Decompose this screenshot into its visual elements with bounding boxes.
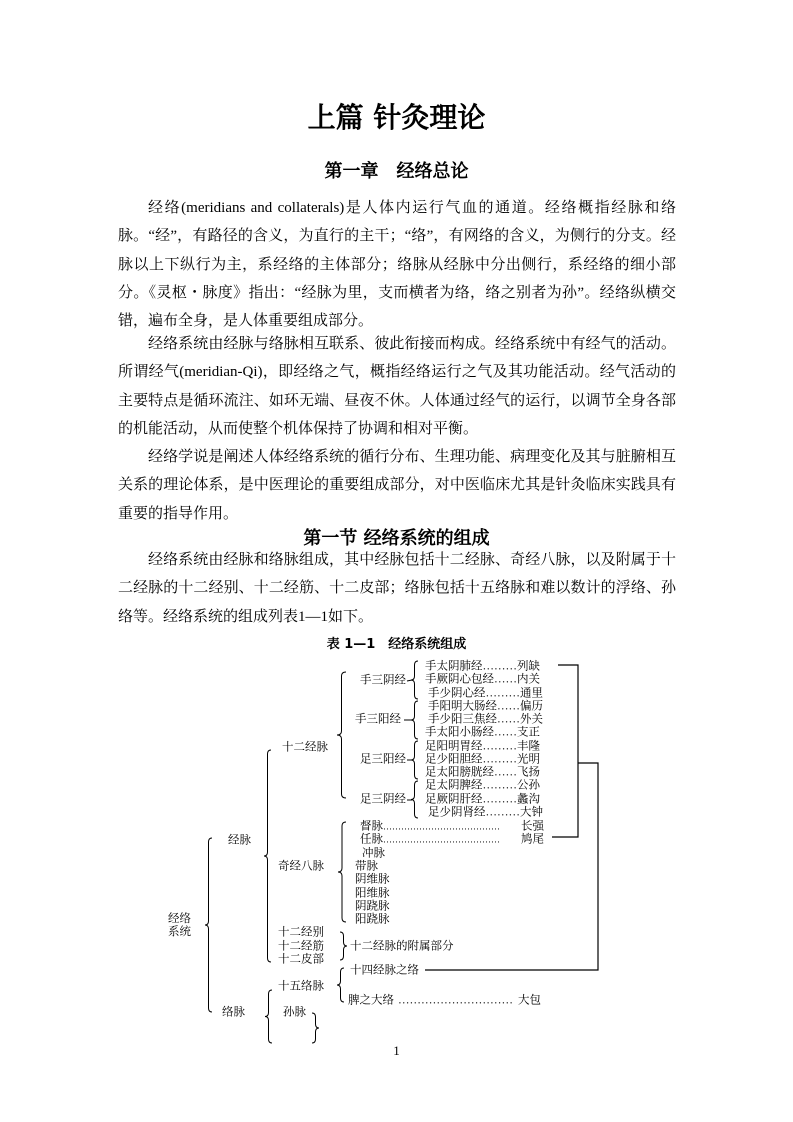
brace — [340, 932, 347, 960]
connector-line — [552, 665, 578, 837]
spleen-collateral-name: 脾之大络 — [348, 994, 394, 1007]
paragraph: 经络系统由经脉和络脉组成，其中经脉包括十二经脉、奇经八脉，以及附属于十二经脉的十二经别、十二经筋、十二皮部；络脉包括十五络脉和难以数计的浮络、孙络等。经络系统的组成列表1—1如下。 — [118, 552, 676, 625]
acupoint: 大钟 — [520, 806, 543, 819]
acupoint: 公孙 — [517, 779, 540, 792]
appendage-item: 十二皮部 — [278, 953, 324, 966]
acupoint: 支正 — [517, 726, 540, 739]
meridian-name: 手少阳三焦经 — [428, 713, 497, 726]
leader-dots: ……… — [482, 753, 517, 766]
acupoint: 列缺 — [517, 660, 540, 673]
leader-dots: ……… — [485, 687, 520, 700]
extra-meridian-name: 带脉 — [355, 860, 378, 873]
paragraph: 经络学说是阐述人体经络系统的循行分布、生理功能、病理变化及其与脏腑相互关系的理论体系，是中医理论的重要组成部分，对中医临床尤其是针灸临床实践具有重要的指导作用。 — [118, 449, 676, 522]
meridian-name: 手厥阴心包经 — [425, 673, 494, 686]
appendage-item: 十二经筋 — [278, 940, 324, 953]
extra-meridian-name: 督脉 — [360, 820, 383, 833]
brace — [264, 750, 271, 962]
fourteen-collaterals-label: 十四经脉之络 — [350, 964, 419, 977]
brace — [265, 990, 272, 1043]
acupoint: 丰隆 — [517, 740, 540, 753]
brace — [411, 701, 418, 739]
brace — [411, 741, 418, 779]
brace — [312, 1013, 319, 1043]
leader-dots: …… — [497, 713, 520, 726]
meridian-name: 足太阴脾经 — [425, 779, 483, 792]
table-title: 表 1—1 经络系统组成 — [326, 637, 467, 652]
meridian-row — [425, 740, 540, 753]
acupoint: 大包 — [518, 994, 541, 1007]
meridian-name: 足少阳胆经 — [425, 753, 483, 766]
meridian-name: 足太阳膀胱经 — [425, 766, 494, 779]
meridian-name: 手阳明大肠经 — [428, 700, 497, 713]
meridian-row — [425, 661, 540, 674]
meridian-name: 手少阴心经 — [428, 687, 486, 700]
leader-dots: ……… — [482, 793, 517, 806]
leader-dots: ………………………………… — [383, 834, 500, 845]
leader-dots: ……… — [482, 740, 517, 753]
extra-meridians-label: 奇经八脉 — [278, 860, 324, 873]
meridian-row — [425, 753, 540, 766]
brace — [337, 968, 344, 1002]
leader-dots: …… — [494, 766, 517, 779]
brace — [338, 822, 346, 922]
extra-meridian-name: 阳维脉 — [355, 887, 390, 899]
extra-meridian-name: 阳跷脉 — [355, 913, 390, 926]
leader-dots: ……… — [482, 660, 517, 673]
appendage-item: 十二经别 — [278, 926, 324, 939]
acupoint: 光明 — [517, 753, 540, 766]
appendage-label: 十二经脉的附属部分 — [350, 940, 454, 953]
group-label: 手三阳经 — [355, 713, 401, 726]
acupoint: 长强 — [521, 820, 544, 833]
page-number: 1 — [393, 1043, 400, 1058]
extra-meridian-name: 冲脉 — [362, 847, 385, 860]
group-label: 足三阳经 — [360, 753, 406, 766]
meridian-row — [428, 806, 543, 819]
brace — [205, 838, 212, 1012]
meridian-name: 手太阴肺经 — [425, 660, 483, 673]
meridian-name: 手太阳小肠经 — [425, 726, 494, 739]
leader-dots: ……… — [485, 806, 520, 819]
leader-dots: …… — [494, 726, 517, 739]
leader-dots: ……… — [482, 779, 517, 792]
meridian-row — [428, 700, 543, 713]
chapter-heading: 第一章 经络总论 — [324, 161, 469, 182]
acupoint: 飞扬 — [517, 766, 540, 779]
extra-meridian-name: 任脉 — [360, 833, 383, 846]
paragraph: 经络系统由经脉与络脉相互联系、彼此衔接而构成。经络系统中有经气的活动。所谓经气(meridian-Qi)，即经络之气，概指经络运行之气及其功能活动。经气活动的主要特点是循环流注、如环无端、昼夜不休。人体通过经气的运行，以调节全身各部的机能活动，从而使整个机体保持了协调和相对平衡。 — [118, 336, 676, 437]
acupoint: 内关 — [517, 673, 540, 686]
meridian-row — [425, 780, 540, 793]
group-label: 足三阴经 — [360, 793, 406, 806]
paragraph: 经络(meridians and collaterals)是人体内运行气血的通道。经络概指经脉和络脉。“经”，有路径的含义，为直行的主干；“络”，有网络的含义，为侧行的分支。经脉以上下纵行为主，系经络的主体部分；络脉从经脉中分出侧行，系经络的细小部分。《灵枢・脉度》指出：“经脉为里，支而横者为络，络之别者为孙”。经络纵横交错，遍布全身，是人体重要组成部分。 — [118, 200, 676, 330]
acupoint: 鸠尾 — [521, 833, 544, 846]
meridian-name: 足阳明胃经 — [425, 740, 483, 753]
brace — [411, 661, 418, 699]
extra-meridian-name: 阴维脉 — [355, 873, 390, 886]
acupoint: 通里 — [520, 687, 543, 700]
acupoint: 偏历 — [520, 700, 543, 713]
leader-dots: ………………………… — [398, 994, 513, 1007]
brace — [411, 781, 418, 818]
group-label: 手三阴经 — [360, 674, 406, 687]
meridian-row — [425, 767, 540, 780]
acupoint: 蠡沟 — [517, 793, 540, 806]
meridian-row — [425, 674, 540, 687]
page-title: 上篇 针灸理论 — [307, 101, 486, 134]
minute-collaterals-label: 孙脉 — [283, 1006, 306, 1019]
twelve-meridians-label: 十二经脉 — [282, 741, 328, 754]
meridian-row — [428, 687, 543, 700]
meridian-row — [425, 793, 540, 806]
section-heading: 第一节 经络系统的组成 — [303, 528, 490, 549]
extra-meridian-name: 阴跷脉 — [355, 900, 390, 913]
fifteen-collaterals-label: 十五络脉 — [278, 980, 324, 993]
acupoint: 外关 — [520, 713, 543, 726]
connector-tick — [407, 680, 412, 681]
luomai-label: 络脉 — [222, 1006, 245, 1019]
leader-dots: …… — [497, 700, 520, 713]
meridian-name: 足厥阴肝经 — [425, 793, 483, 806]
leader-dots: ………………………………… — [383, 821, 500, 832]
jingmai-label: 经脉 — [228, 834, 251, 847]
brace — [337, 672, 346, 798]
meridian-row — [428, 714, 543, 727]
meridian-name: 足少阴肾经 — [428, 806, 486, 819]
meridian-row — [425, 727, 540, 740]
root-label: 经络 系统 — [168, 913, 191, 938]
leader-dots: …… — [494, 673, 517, 686]
